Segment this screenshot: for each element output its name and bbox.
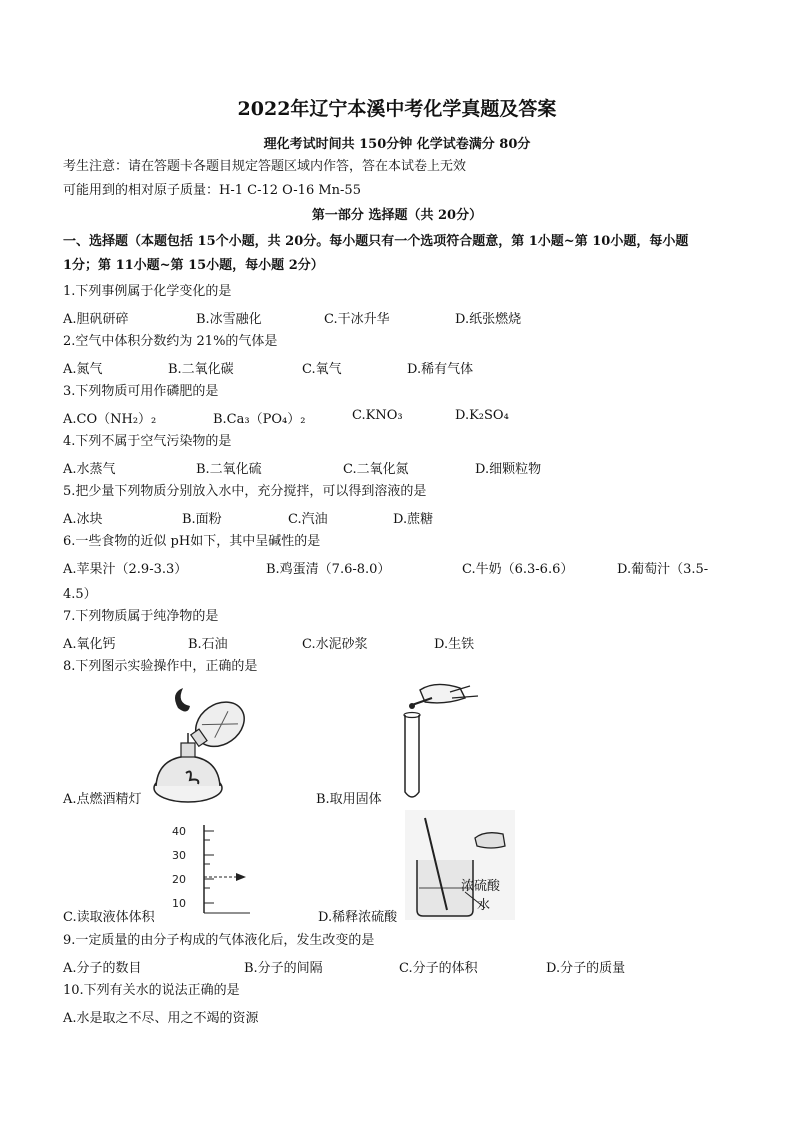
- question-5: 5.把少量下列物质分别放入水中，充分搅拌，可以得到溶液的是: [63, 484, 427, 499]
- q2-option-c: C.氧气: [302, 362, 342, 377]
- q5-option-b: B.面粉: [182, 512, 222, 527]
- cylinder-tick-30: 30: [172, 849, 186, 862]
- q8-option-b: B.取用固体: [316, 792, 382, 807]
- q7-option-d: D.生铁: [434, 637, 475, 652]
- question-1: 1.下列事例属于化学变化的是: [63, 284, 232, 299]
- acid-label: 浓硫酸: [461, 879, 501, 894]
- alcohol-lamp-figure: [148, 688, 253, 808]
- q3-option-c: C.KNO₃: [352, 408, 403, 423]
- q9-option-d: D.分子的质量: [546, 961, 626, 976]
- q8-option-a: A.点燃酒精灯: [63, 792, 142, 807]
- q7-option-c: C.水泥砂浆: [302, 637, 368, 652]
- q6-option-d: D.葡萄汁（3.5-: [617, 562, 709, 577]
- question-6: 6.一些食物的近似 pH如下，其中呈碱性的是: [63, 534, 321, 549]
- q2-option-b: B.二氧化碳: [168, 362, 234, 377]
- q9-option-c: C.分子的体积: [399, 961, 478, 976]
- cylinder-tick-10: 10: [172, 897, 186, 910]
- q1-option-b: B.冰雪融化: [196, 312, 262, 327]
- cylinder-tick-40: 40: [172, 825, 186, 838]
- q4-option-c: C.二氧化氮: [343, 462, 409, 477]
- q9-option-a: A.分子的数目: [63, 961, 142, 976]
- q1-option-d: D.纸张燃烧: [455, 312, 522, 327]
- exam-subtitle: 理化考试时间共 150分钟 化学试卷满分 80分: [263, 137, 531, 152]
- q3-option-b: B.Ca₃（PO₄）₂: [213, 412, 306, 427]
- q8-option-c: C.读取液体体积: [63, 910, 155, 925]
- q5-option-c: C.汽油: [288, 512, 328, 527]
- q4-option-b: B.二氧化硫: [196, 462, 262, 477]
- question-3: 3.下列物质可用作磷肥的是: [63, 384, 219, 399]
- question-7: 7.下列物质属于纯净物的是: [63, 609, 219, 624]
- q5-option-d: D.蔗糖: [393, 512, 434, 527]
- q6-option-d-wrap: 4.5）: [63, 587, 97, 602]
- solid-sampling-figure: [390, 680, 485, 805]
- q2-option-d: D.稀有气体: [407, 362, 474, 377]
- question-2: 2.空气中体积分数约为 21%的气体是: [63, 334, 278, 349]
- water-label: 水: [477, 898, 491, 913]
- q9-option-b: B.分子的间隔: [244, 961, 323, 976]
- q6-option-c: C.牛奶（6.3-6.6）: [462, 562, 574, 577]
- q4-option-a: A.水蒸气: [63, 462, 116, 477]
- question-10: 10.下列有关水的说法正确的是: [63, 983, 240, 998]
- q6-option-a: A.苹果汁（2.9-3.3）: [63, 562, 188, 577]
- q5-option-a: A.冰块: [63, 512, 103, 527]
- acid-dilution-figure: [405, 810, 515, 920]
- part-heading: 第一部分 选择题（共 20分）: [311, 208, 483, 223]
- q7-option-b: B.石油: [188, 637, 228, 652]
- q4-option-d: D.细颗粒物: [475, 462, 542, 477]
- q3-option-a: A.CO（NH₂）₂: [63, 412, 157, 427]
- page-title: 2022年辽宁本溪中考化学真题及答案: [237, 98, 557, 120]
- section-instructions-2: 1分；第 11小题~第 15小题，每小题 2分）: [63, 258, 324, 273]
- q3-option-d: D.K₂SO₄: [455, 408, 509, 423]
- cylinder-reading-figure: [170, 823, 255, 915]
- question-9: 9.一定质量的由分子构成的气体液化后，发生改变的是: [63, 933, 375, 948]
- q6-option-b: B.鸡蛋清（7.6-8.0）: [266, 562, 391, 577]
- question-4: 4.下列不属于空气污染物的是: [63, 434, 232, 449]
- q1-option-c: C.干冰升华: [324, 312, 390, 327]
- q2-option-a: A.氮气: [63, 362, 103, 377]
- notice: 考生注意：请在答题卡各题目规定答题区域内作答，答在本试卷上无效: [63, 159, 467, 174]
- cylinder-tick-20: 20: [172, 873, 186, 886]
- q8-option-d: D.稀释浓硫酸: [318, 910, 398, 925]
- q7-option-a: A.氧化钙: [63, 637, 116, 652]
- question-8: 8.下列图示实验操作中，正确的是: [63, 659, 258, 674]
- atomic-mass: 可能用到的相对原子质量：H-1 C-12 O-16 Mn-55: [63, 183, 361, 198]
- q10-option-a: A.水是取之不尽、用之不竭的资源: [63, 1011, 259, 1026]
- section-instructions-1: 一、选择题（本题包括 15个小题，共 20分。每小题只有一个选项符合题意，第 1小题~第 10小题，每小题: [63, 234, 689, 249]
- q1-option-a: A.胆矾研碎: [63, 312, 129, 327]
